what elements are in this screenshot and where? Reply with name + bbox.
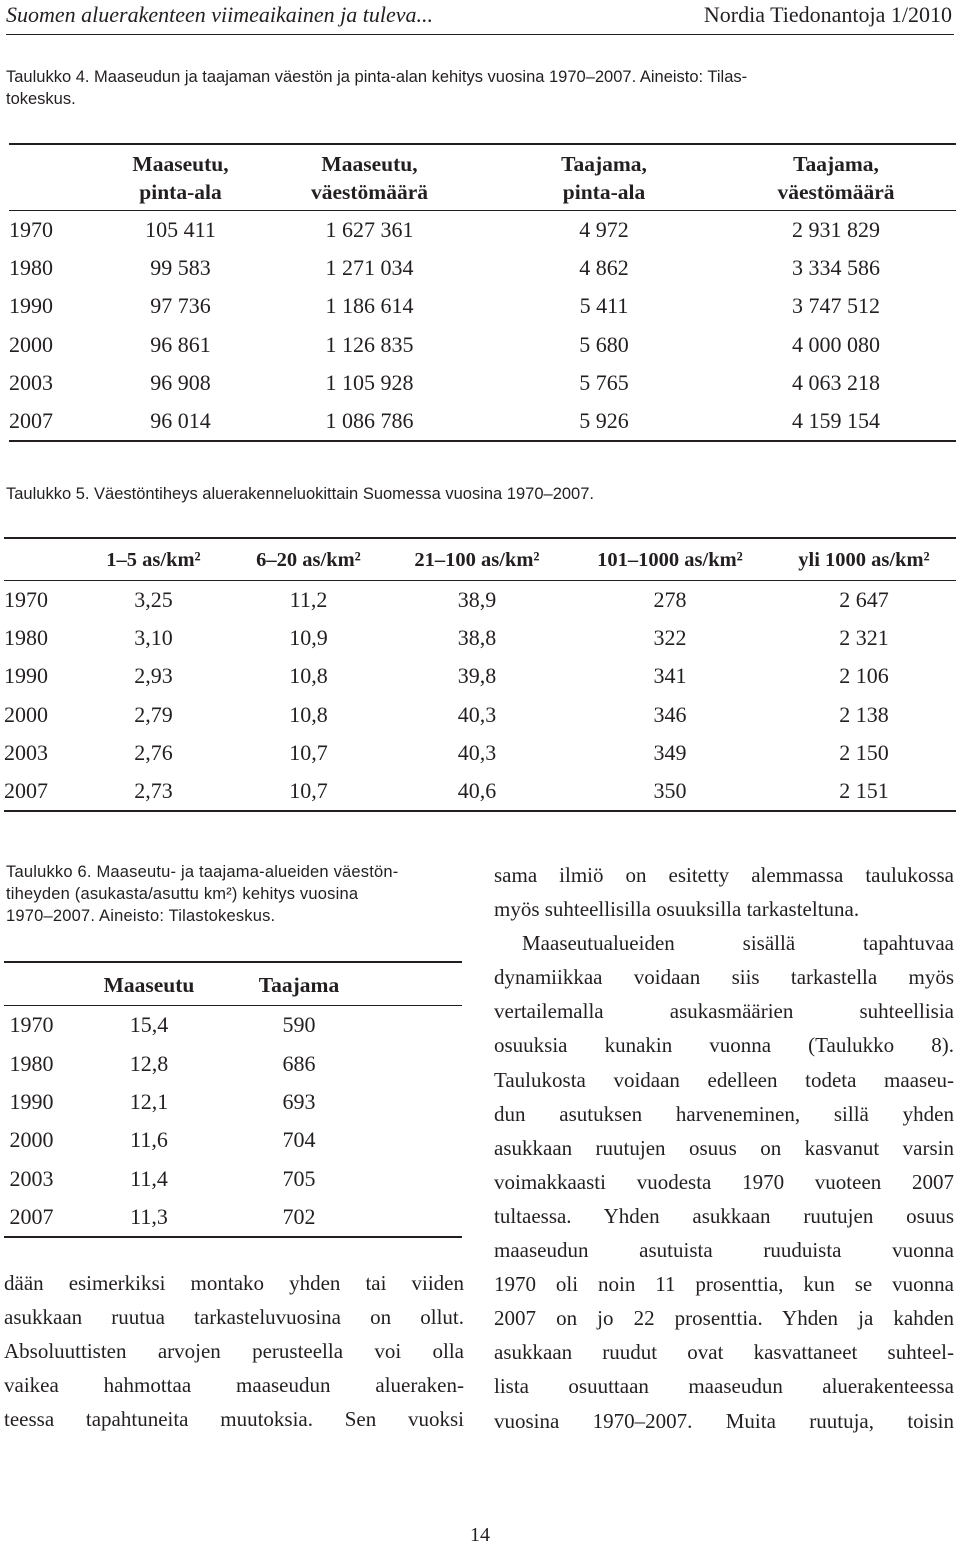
- table-cell: 2 150: [839, 739, 889, 765]
- table4-header-row: [9, 144, 956, 211]
- text-line: tultaessa. Yhden asukkaan ruutujen osuus: [494, 1203, 954, 1228]
- text-line: dun asutuksen harveneminen, sillä yhden: [494, 1101, 954, 1126]
- table-row: [4, 772, 956, 811]
- running-header-publication: Nordia Tiedonantoja 1/2010: [703, 2, 952, 27]
- table-row: [9, 211, 956, 250]
- table-cell: 2,76: [134, 739, 173, 765]
- table-cell: 40,3: [457, 739, 497, 765]
- table-cell-empty: [359, 1006, 462, 1045]
- table5-header-cell: 1–5 as/km²: [106, 549, 201, 571]
- text-line: Maaseutualueiden sisällä tapahtuvaa: [522, 931, 954, 956]
- text-line: Taulukosta voidaan edelleen todeta maaseu-: [494, 1067, 954, 1092]
- right-column-text: [494, 858, 954, 1438]
- table-row: [9, 364, 956, 402]
- table-cell: 4 972: [579, 217, 629, 243]
- table-cell: 686: [282, 1050, 316, 1076]
- table-cell: 704: [282, 1127, 316, 1153]
- table-cell: 10,7: [289, 739, 328, 765]
- text-line: dään esimerkiksi montako yhden tai viiden: [4, 1271, 464, 1295]
- table-cell: 5 926: [579, 408, 629, 434]
- table-cell: 105 411: [145, 217, 216, 243]
- table-cell-empty: [359, 1083, 462, 1121]
- table-cell: 38,8: [457, 625, 497, 651]
- text-line: myös suhteellisilla osuuksilla tarkasteltuna.: [494, 897, 860, 922]
- table-cell: 2,93: [134, 663, 173, 689]
- table5-caption: Taulukko 5. Väestöntiheys aluerakenneluokittain Suomessa vuosina 1970–2007.: [6, 485, 594, 503]
- table-cell: 96 908: [150, 369, 211, 395]
- table6: [4, 961, 462, 1238]
- table5-header-cell: yli 1000 as/km²: [798, 549, 930, 571]
- table6-header-spacer: [359, 962, 462, 1006]
- text-line: Absoluuttisten arvojen perusteella voi olla: [4, 1339, 464, 1364]
- table-cell: 2 931 829: [792, 217, 880, 243]
- table4: [9, 143, 956, 442]
- table-cell: 1 105 928: [325, 369, 414, 395]
- table-row: [4, 657, 956, 695]
- table-cell: 2,73: [134, 778, 173, 804]
- year-cell: 1980: [9, 1050, 54, 1076]
- year-cell: 2000: [4, 701, 48, 727]
- year-cell: 2007: [9, 1204, 54, 1230]
- table5: [4, 537, 956, 812]
- table-cell: 11,2: [289, 587, 328, 613]
- table-cell: 15,4: [129, 1012, 169, 1038]
- table-cell: 346: [653, 701, 687, 727]
- year-cell: 2003: [4, 739, 48, 765]
- left-column-text: [4, 1266, 464, 1436]
- table-cell: 341: [653, 663, 687, 689]
- table-cell: 2 138: [839, 701, 889, 727]
- table-row: [4, 619, 956, 657]
- table-cell: 40,6: [457, 778, 497, 804]
- text-line: vuosina 1970–2007. Muita ruutuja, toisin: [494, 1408, 954, 1433]
- table-cell: 1 627 361: [325, 217, 414, 243]
- table-row: [4, 734, 956, 772]
- text-line: 2007 on jo 22 prosenttia. Yhden ja kahden: [494, 1306, 954, 1331]
- table-row: [9, 287, 956, 325]
- table-cell: 99 583: [150, 255, 211, 281]
- year-cell: 2000: [9, 1127, 54, 1153]
- table-cell-empty: [359, 1160, 462, 1198]
- table-row: [4, 1121, 462, 1159]
- year-cell: 2007: [9, 408, 53, 434]
- table5-header-cell: 21–100 as/km²: [414, 549, 540, 571]
- table-row: [4, 581, 956, 620]
- table-cell: 278: [653, 587, 687, 613]
- table-row: [4, 1044, 462, 1082]
- year-cell: 2003: [9, 369, 53, 395]
- year-cell: 1980: [4, 625, 48, 651]
- table-cell: 693: [282, 1088, 316, 1114]
- table-row: [4, 1160, 462, 1198]
- table-cell: 2 151: [839, 778, 889, 804]
- table-cell: 3,25: [134, 587, 173, 613]
- table-cell: 10,9: [289, 625, 328, 651]
- table4-caption-line: Taulukko 4. Maaseudun ja taajaman väestön ja pinta-alan kehitys vuosina 1970–2007. Aineisto: Tilas-: [6, 68, 748, 86]
- table5-header-row: [4, 538, 956, 581]
- table-cell: 11,3: [130, 1204, 168, 1230]
- text-line: teessa tapahtuneita muutoksia. Sen vuoksi: [4, 1407, 464, 1432]
- table-cell: 40,3: [457, 701, 497, 727]
- table4-caption-line: tokeskus.: [6, 90, 76, 108]
- table-cell: 5 680: [579, 331, 629, 357]
- table-cell: 4 000 080: [792, 331, 880, 357]
- table-cell: 702: [282, 1204, 316, 1230]
- table-cell: 3,10: [134, 625, 173, 651]
- year-cell: 2007: [4, 778, 48, 804]
- table-cell: 322: [653, 625, 687, 651]
- table-cell: 3 747 512: [792, 293, 880, 319]
- year-cell: 1970: [4, 587, 48, 613]
- table6-caption-line: Taulukko 6. Maaseutu- ja taajama-alueiden väestön-: [6, 863, 399, 881]
- table6-caption-line: tiheyden (asukasta/asuttu km²) kehitys vuosina: [6, 885, 359, 903]
- table6-header-row: [4, 962, 462, 1006]
- table5-header-cell: 6–20 as/km²: [256, 549, 361, 571]
- text-line: asukkaan ruudut ovat kasvattaneet suhteel-: [494, 1340, 954, 1365]
- page-number: 14: [470, 1524, 490, 1546]
- year-cell: 1990: [4, 663, 48, 689]
- table-cell: 12,1: [129, 1088, 169, 1114]
- table-cell: 590: [282, 1012, 316, 1038]
- text-line: sama ilmiö on esitetty alemmassa taulukossa: [494, 863, 954, 887]
- table-row: [4, 1198, 462, 1237]
- table-cell: 4 159 154: [792, 408, 880, 434]
- year-cell: 2000: [9, 331, 53, 357]
- year-cell: 1970: [9, 217, 53, 243]
- table-cell: 2 321: [839, 625, 889, 651]
- text-line: 1970 oli noin 11 prosenttia, kun se vuonna: [494, 1272, 954, 1297]
- table5-header-year: [4, 538, 76, 581]
- table6-caption: [6, 861, 464, 927]
- table-cell: 2 106: [839, 663, 889, 689]
- table-row: [4, 1083, 462, 1121]
- table6-header-cell: Maaseutu: [103, 973, 195, 997]
- table-cell: 39,8: [457, 663, 497, 689]
- table-cell: 38,9: [457, 587, 497, 613]
- text-line: maaseudun asutuista ruuduista vuonna: [494, 1238, 954, 1263]
- table-cell: 96 014: [150, 408, 211, 434]
- table-cell: 4 862: [579, 255, 629, 281]
- table-row: [9, 249, 956, 287]
- table-cell: 1 086 786: [325, 408, 414, 434]
- year-cell: 1990: [9, 1088, 54, 1114]
- text-line: vertailemalla asukasmäärien suhteellisia: [494, 999, 954, 1024]
- table-cell: 96 861: [150, 331, 211, 357]
- table-cell: 350: [653, 778, 687, 804]
- table4-caption: [6, 66, 747, 110]
- table-cell: 97 736: [150, 293, 211, 319]
- table-cell: 1 186 614: [325, 293, 414, 319]
- table-cell: 349: [653, 739, 687, 765]
- table-cell-empty: [359, 1044, 462, 1082]
- text-line: lista osuuttaan maaseudun aluerakenteessa: [494, 1374, 954, 1399]
- table4-header-cell: Maaseutu, pinta-ala: [132, 152, 229, 204]
- table-cell: 2,79: [134, 701, 173, 727]
- header-rule: [6, 34, 954, 35]
- text-line: vaikea hahmottaa maaseudun alueraken-: [4, 1373, 464, 1398]
- table-row: [4, 1006, 462, 1045]
- table-cell: 12,8: [129, 1050, 169, 1076]
- table-cell: 11,6: [130, 1127, 168, 1153]
- text-line: osuuksia kunakin vuonna (Taulukko 8).: [494, 1033, 954, 1058]
- table-row: [9, 402, 956, 441]
- table5-header-cell: 101–1000 as/km²: [597, 549, 743, 571]
- year-cell: 1980: [9, 255, 53, 281]
- table6-header-cell: Taajama: [258, 973, 340, 997]
- table6-header-year: [4, 962, 59, 1006]
- table-cell: 1 126 835: [325, 331, 414, 357]
- text-line: dynamiikkaa voidaan siis tarkastella myös: [494, 965, 954, 990]
- year-cell: 1990: [9, 293, 53, 319]
- text-line: asukkaan ruutujen osuus on kasvanut varsin: [494, 1135, 954, 1160]
- running-header-title: Suomen aluerakenteen viimeaikainen ja tuleva...: [6, 2, 434, 27]
- table-cell-empty: [359, 1198, 462, 1237]
- table-cell: 10,8: [289, 701, 328, 727]
- table-row: [9, 326, 956, 364]
- table4-header-year: [9, 144, 114, 211]
- table4-header-cell: Taajama, väestömäärä: [777, 152, 895, 204]
- table-cell: 1 271 034: [325, 255, 414, 281]
- table-cell: 11,4: [130, 1165, 168, 1191]
- table-cell-empty: [359, 1121, 462, 1159]
- table4-header-cell: Maaseutu, väestömäärä: [310, 152, 429, 204]
- table-cell: 705: [282, 1165, 316, 1191]
- table-cell: 5 411: [579, 293, 629, 319]
- table-cell: 10,8: [289, 663, 328, 689]
- table-row: [4, 696, 956, 734]
- table-cell: 2 647: [839, 587, 889, 613]
- year-cell: 1970: [9, 1012, 54, 1038]
- text-line: asukkaan ruutua tarkasteluvuosina on ollut.: [4, 1305, 464, 1330]
- table4-header-cell: Taajama, pinta-ala: [561, 152, 647, 204]
- text-line: voimakkaasti vuodesta 1970 vuoteen 2007: [494, 1169, 954, 1194]
- table6-caption-line: 1970–2007. Aineisto: Tilastokeskus.: [6, 907, 276, 925]
- table-cell: 5 765: [579, 369, 629, 395]
- year-cell: 2003: [9, 1165, 54, 1191]
- table-cell: 10,7: [289, 778, 328, 804]
- table-cell: 3 334 586: [792, 255, 880, 281]
- table-cell: 4 063 218: [792, 369, 880, 395]
